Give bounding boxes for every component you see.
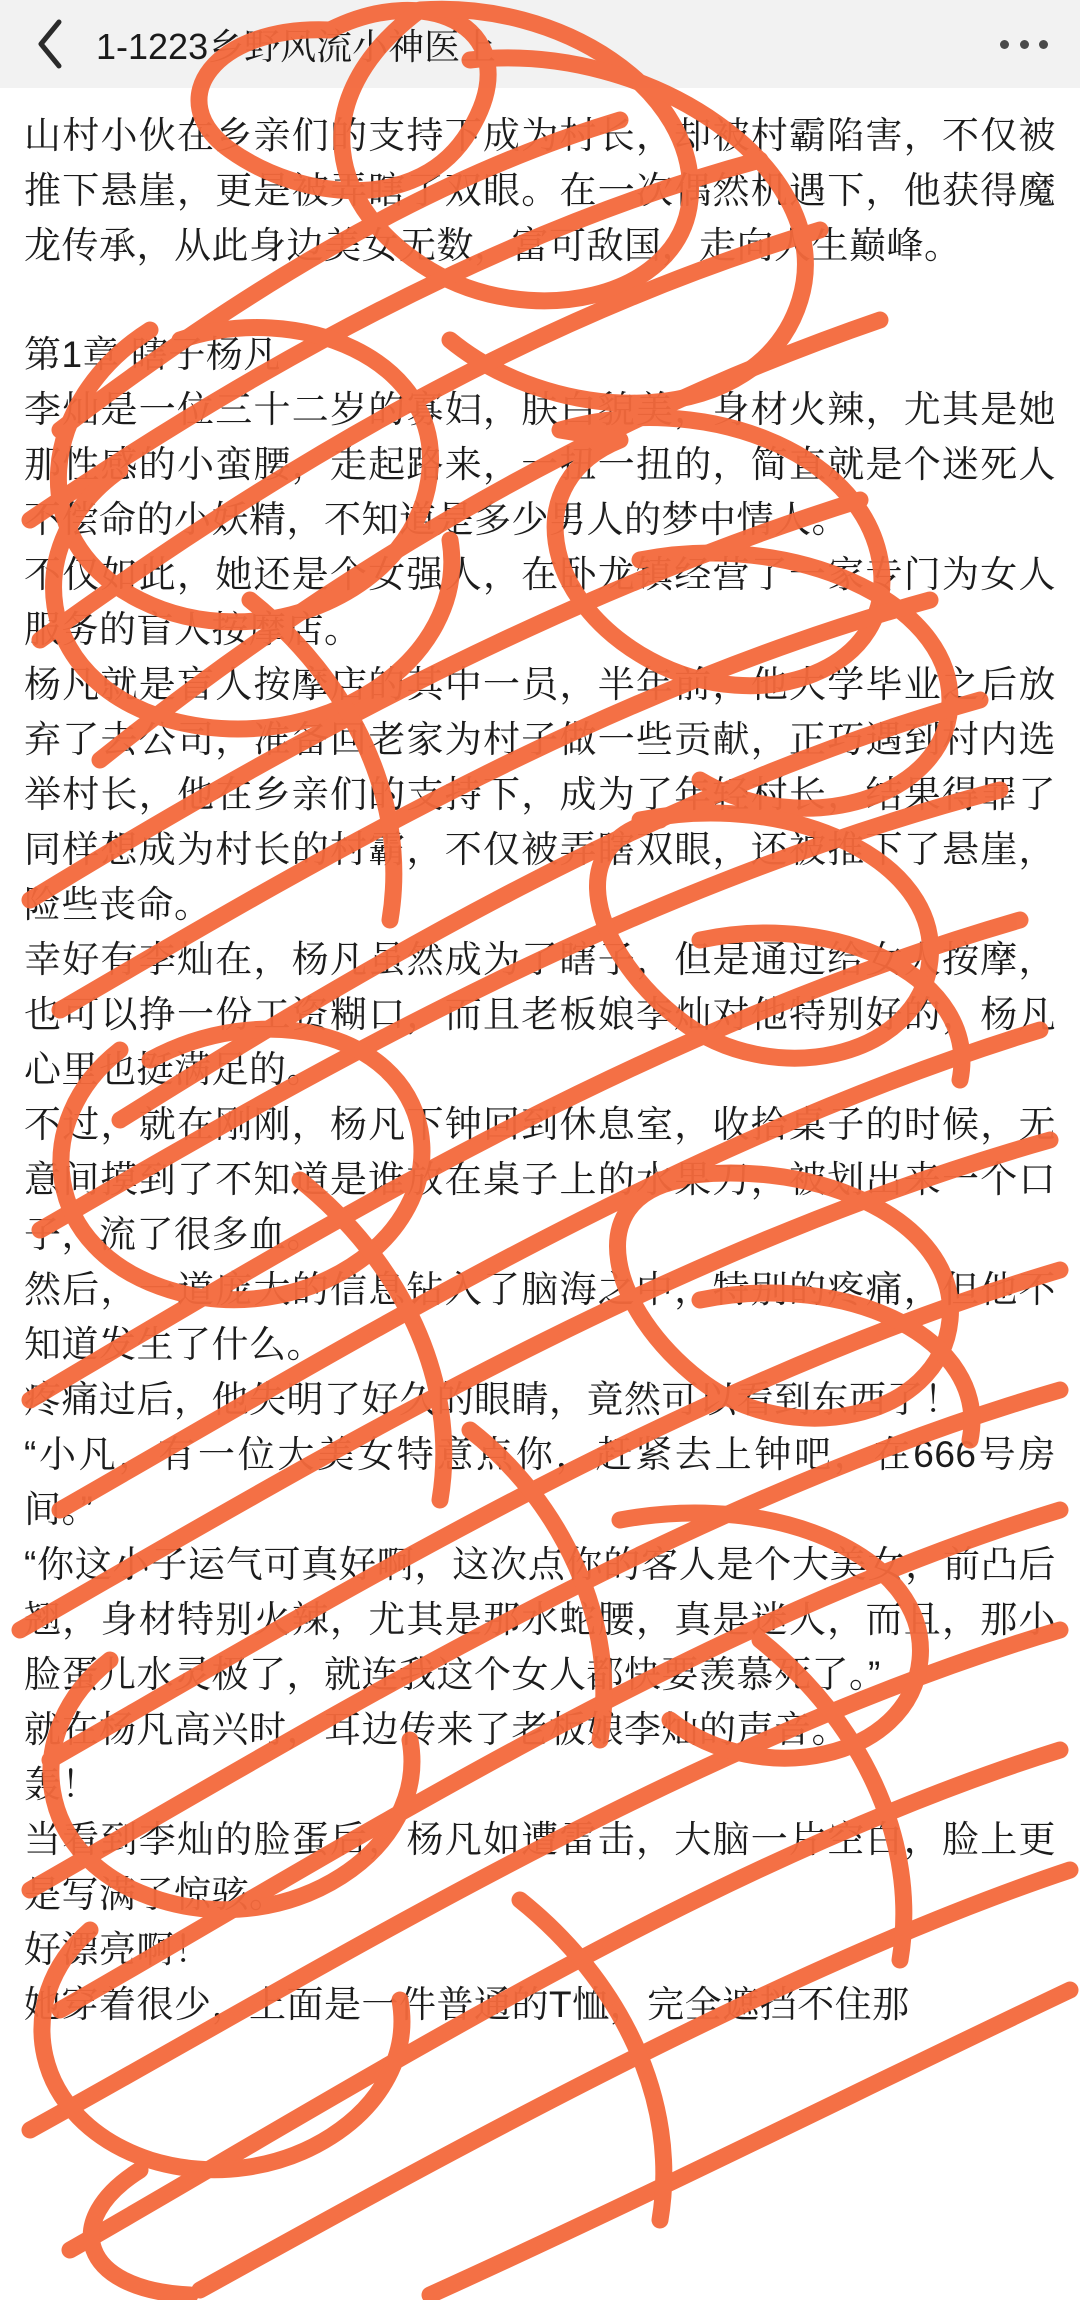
paragraph: “小凡，有一位大美女特意点你，赶紧去上钟吧，在666号房间。” — [24, 1434, 1056, 1530]
paragraph-synopsis: 山村小伙在乡亲们的支持下成为村长，却被村霸陷害，不仅被推下悬崖，更是被弄瞎了双眼。在一次偶然机遇下，他获得魔龙传承，从此身边美女无数，富可敌国，走向人生巅峰。 — [24, 115, 1056, 266]
paragraph: 不过，就在刚刚，杨凡下钟回到休息室，收拾桌子的时候，无意间摸到了不知道是谁放在桌子上的水果刀，被划出来一个口子，流了很多血。 — [24, 1104, 1056, 1255]
chevron-left-icon[interactable] — [28, 21, 74, 67]
paragraph: 幸好有李灿在，杨凡虽然成为了瞎子，但是通过给女人按摩，也可以挣一份工资糊口，而且老板娘李灿对他特别好的，杨凡心里也挺满足的。 — [24, 939, 1056, 1090]
page-title: 1-1223乡野风流小神医上 — [96, 25, 497, 67]
more-horizontal-icon[interactable] — [996, 21, 1052, 67]
paragraph: 轰！ — [24, 1764, 99, 1805]
paragraph: 疼痛过后，他失明了好久的眼睛，竟然可以看到东西了！ — [24, 1379, 962, 1420]
article-content[interactable] — [0, 88, 1080, 2300]
paragraph: 杨凡就是盲人按摩店的其中一员，半年前，他大学毕业之后放弃了去公司，准备回老家为村子做一些贡献，正巧遇到村内选举村长，他在乡亲们的支持下，成为了年轻村长，结果得罪了同样想成为村长的村霸，不仅被弄瞎双眼，还被推下了悬崖，险些丧命。 — [24, 664, 1056, 925]
paragraph: “你这小子运气可真好啊，这次点你的客人是个大美女，前凸后翘，身材特别火辣，尤其是那水蛇腰，真是迷人，而且，那小脸蛋儿水灵极了，就连我这个女人都快要羡慕死了。” — [24, 1544, 1056, 1695]
paragraph: 就在杨凡高兴时，耳边传来了老板娘李灿的声音。 — [24, 1709, 849, 1750]
paragraph: 李灿是一位三十二岁的寡妇，肤白貌美，身材火辣，尤其是她那性感的小蛮腰，走起路来，一扭一扭的，简直就是个迷死人不偿命的小妖精，不知道是多少男人的梦中情人。 — [24, 389, 1056, 540]
paragraph: 然后，一道庞大的信息钻入了脑海之中，特别的疼痛，但他不知道发生了什么。 — [24, 1269, 1056, 1365]
paragraph: 好漂亮啊！ — [24, 1929, 212, 1970]
paragraph: 她穿着很少，上面是一件普通的T恤，完全遮挡不住那 — [24, 1984, 910, 2025]
app-header — [0, 0, 1080, 88]
paragraph: 不仅如此，她还是个女强人，在卧龙镇经营了一家专门为女人服务的盲人按摩店。 — [24, 554, 1056, 650]
paragraph-chapter-title: 第1章 瞎子杨凡 — [24, 334, 281, 375]
paragraph: 当看到李灿的脸蛋后，杨凡如遭雷击，大脑一片空白，脸上更是写满了惊骇。 — [24, 1819, 1056, 1915]
